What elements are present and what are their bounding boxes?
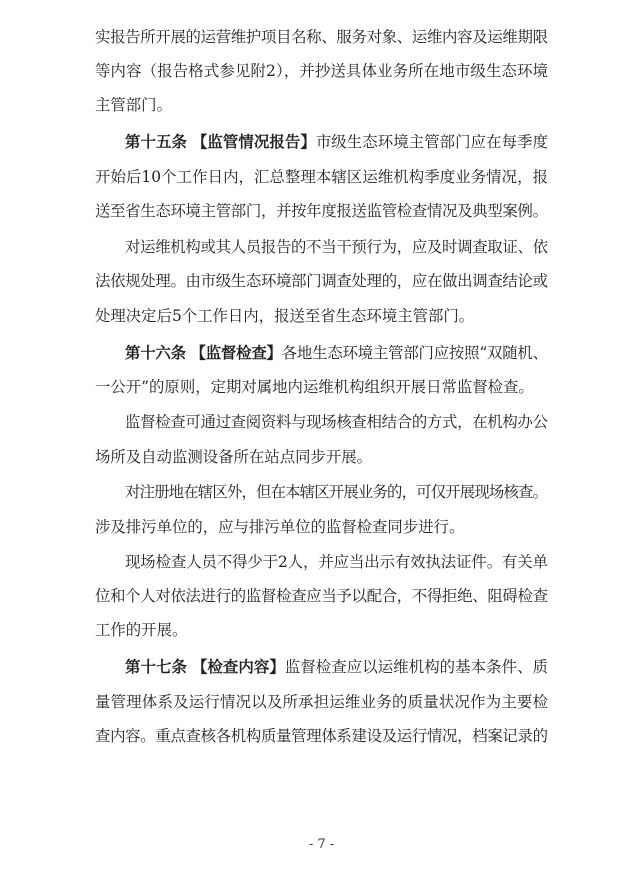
article-15-first-line	[0, 125, 643, 159]
page-number: - 7 -	[308, 837, 335, 852]
line-text: 开始后10个工作日内，汇总整理本辖区运维机构季度业务情况，报	[95, 168, 549, 186]
paragraph-line	[0, 88, 643, 122]
line-text: 实报告所开展的运营维护项目名称、服务对象、运维内容及运维期限	[95, 28, 548, 46]
paragraph-line	[0, 299, 643, 333]
line-text: 场所及自动监测设备所在站点同步开展。	[95, 448, 373, 466]
paragraph-line	[0, 579, 643, 613]
paragraph-line	[0, 264, 643, 298]
line-text: 处理决定后5个工作日内，报送至省生态环境主管部门。	[95, 307, 475, 325]
line-text: 各地生态环境主管部门应按照“双随机、	[281, 344, 548, 362]
paragraph-line	[0, 160, 643, 194]
article-16-first-line	[0, 336, 643, 370]
paragraph-line	[0, 440, 643, 474]
line-text: 位和个人对依法进行的监督检查应当予以配合，不得拒绝、阻碍检查	[95, 587, 548, 605]
line-text: 量管理体系及运行情况以及所承担运维业务的质量状况作为主要检	[95, 693, 549, 711]
line-text: 工作的开展。	[95, 621, 188, 639]
paragraph-line	[0, 685, 643, 719]
paragraph-line	[0, 194, 643, 228]
article-heading: 【监管情况报告】	[191, 133, 316, 151]
line-text: 查内容。重点查核各机构质量管理体系建设及运行情况，档案记录的	[95, 727, 548, 745]
paragraph-line	[0, 405, 643, 439]
paragraph-line	[0, 719, 643, 753]
paragraph-line	[0, 54, 643, 88]
line-text: 监督检查应以运维机构的基本条件、质	[284, 658, 549, 676]
paragraph-line	[0, 510, 643, 544]
line-text: 一公开”的原则，定期对属地内运维机构组织开展日常监督检查。	[95, 378, 534, 396]
line-text: 送至省生态环境主管部门，并按年度报送监管检查情况及典型案例。	[95, 202, 548, 220]
line-text: 主管部门。	[95, 96, 172, 114]
line-text: 现场检查人员不得少于2人，并应当出示有效执法证件。有关单	[125, 553, 548, 571]
paragraph-line	[0, 475, 643, 509]
paragraph-line	[0, 230, 643, 264]
line-text: 涉及排污单位的，应与排污单位的监督检查同步进行。	[95, 518, 465, 536]
article-heading: 【监督检查】	[190, 344, 282, 362]
line-text: 监督检查可通过查阅资料与现场核查相结合的方式，在机构办公	[125, 413, 548, 431]
paragraph-line	[0, 613, 643, 647]
paragraph-line	[0, 370, 643, 404]
article-number: 第十五条	[125, 133, 187, 151]
article-17-first-line	[0, 650, 643, 684]
line-text: 市级生态环境主管部门应在每季度	[315, 133, 549, 151]
article-number: 第十六条	[125, 344, 186, 362]
paragraph-line	[0, 545, 643, 579]
line-text: 法依规处理。由市级生态环境部门调查处理的，应在做出调查结论或	[95, 272, 548, 290]
line-text: 对注册地在辖区外，但在本辖区开展业务的，可仅开展现场核查。	[125, 483, 548, 501]
line-text: 对运维机构或其人员报告的不当干预行为，应及时调查取证、依	[125, 238, 548, 256]
line-text: 等内容（报告格式参见附2），并抄送具体业务所在地市级生态环境	[95, 62, 549, 80]
article-number: 第十七条	[125, 658, 187, 676]
paragraph-line	[0, 20, 643, 54]
article-heading: 【检查内容】	[191, 658, 285, 676]
